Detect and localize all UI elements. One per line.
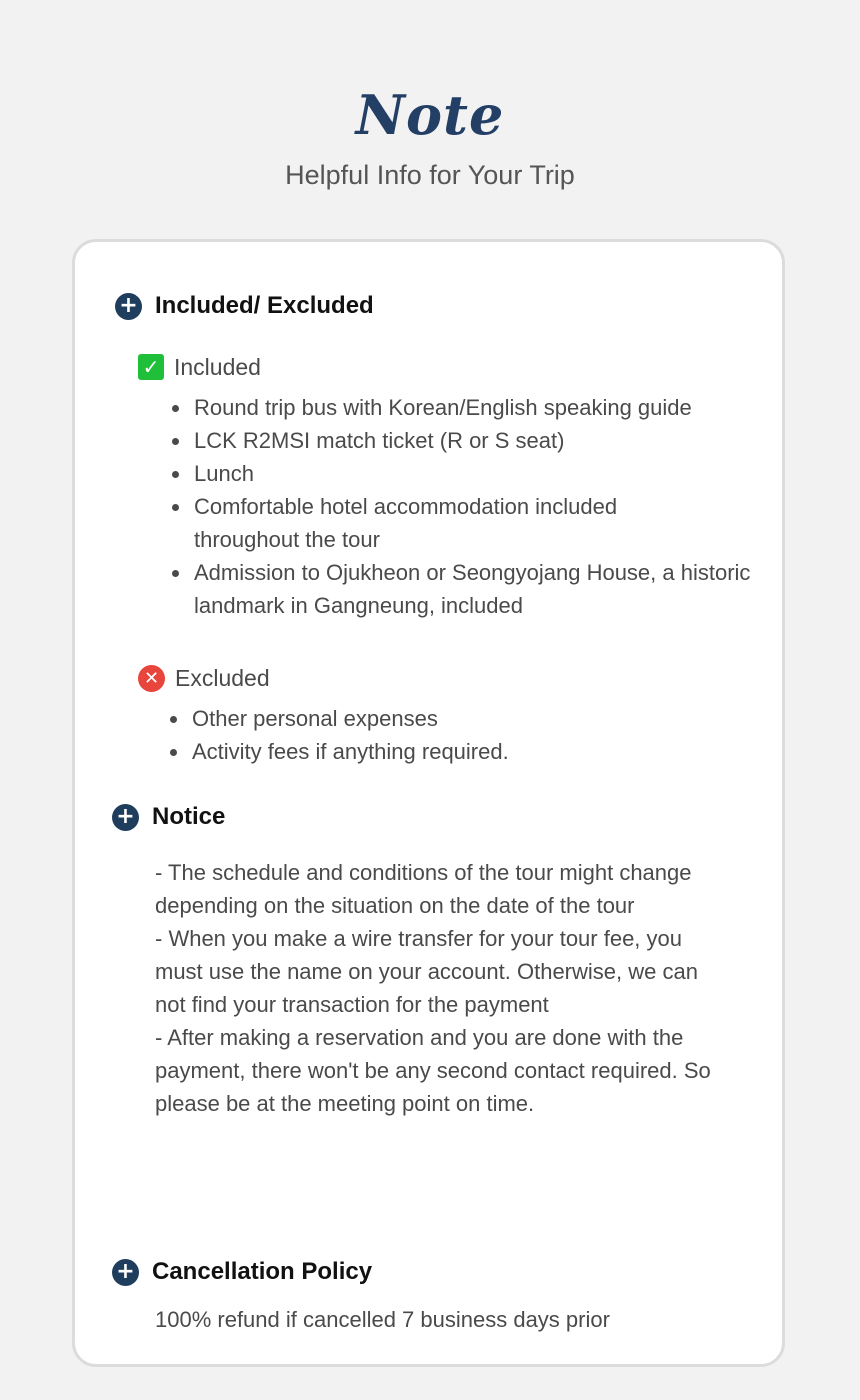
notice-paragraph: - When you make a wire transfer for your tour fee, you must use the name on your account. Otherwise, we can not find your transaction for the payment bbox=[155, 926, 698, 1017]
plus-circle-icon: + bbox=[112, 1259, 139, 1286]
list-item: Comfortable hotel accommodation included throughout the tour bbox=[172, 490, 714, 556]
page-title: Note bbox=[355, 83, 505, 147]
list-item: LCK R2MSI match ticket (R or S seat) bbox=[172, 424, 762, 457]
section-title: Notice bbox=[152, 803, 226, 830]
section-included-excluded[interactable] bbox=[115, 290, 374, 322]
notice-paragraph: - The schedule and conditions of the tour might change depending on the situation on the date of the tour bbox=[155, 860, 692, 918]
info-card bbox=[72, 239, 785, 1367]
list-item: Admission to Ojukheon or Seongyojang House, a historic landmark in Gangneung, included bbox=[172, 556, 754, 622]
list-item: Activity fees if anything required. bbox=[170, 735, 730, 768]
cancellation-text: 100% refund if cancelled 7 business days prior bbox=[155, 1307, 610, 1332]
excluded-label: Excluded bbox=[175, 664, 270, 691]
section-notice[interactable] bbox=[112, 801, 225, 833]
cross-circle-icon: ✕ bbox=[138, 665, 165, 692]
notice-paragraph: - After making a reservation and you are done with the payment, there won't be any second contact required. So please be at the meeting point on time. bbox=[155, 1025, 711, 1116]
plus-circle-icon: + bbox=[115, 293, 142, 320]
notice-text bbox=[155, 856, 725, 1120]
excluded-list bbox=[170, 702, 730, 768]
included-label: Included bbox=[174, 353, 261, 380]
section-title: Cancellation Policy bbox=[152, 1258, 373, 1285]
page-subtitle: Helpful Info for Your Trip bbox=[285, 160, 575, 190]
list-item: Round trip bus with Korean/English speaking guide bbox=[172, 391, 762, 424]
list-item: Lunch bbox=[172, 457, 762, 490]
excluded-heading bbox=[138, 663, 270, 693]
section-title: Included/ Excluded bbox=[155, 292, 374, 319]
section-cancellation-policy[interactable] bbox=[112, 1256, 372, 1288]
list-item: Other personal expenses bbox=[170, 702, 730, 735]
included-list bbox=[172, 391, 762, 622]
plus-circle-icon: + bbox=[112, 804, 139, 831]
included-heading bbox=[138, 352, 261, 382]
checkbox-checked-icon: ✓ bbox=[138, 354, 164, 380]
